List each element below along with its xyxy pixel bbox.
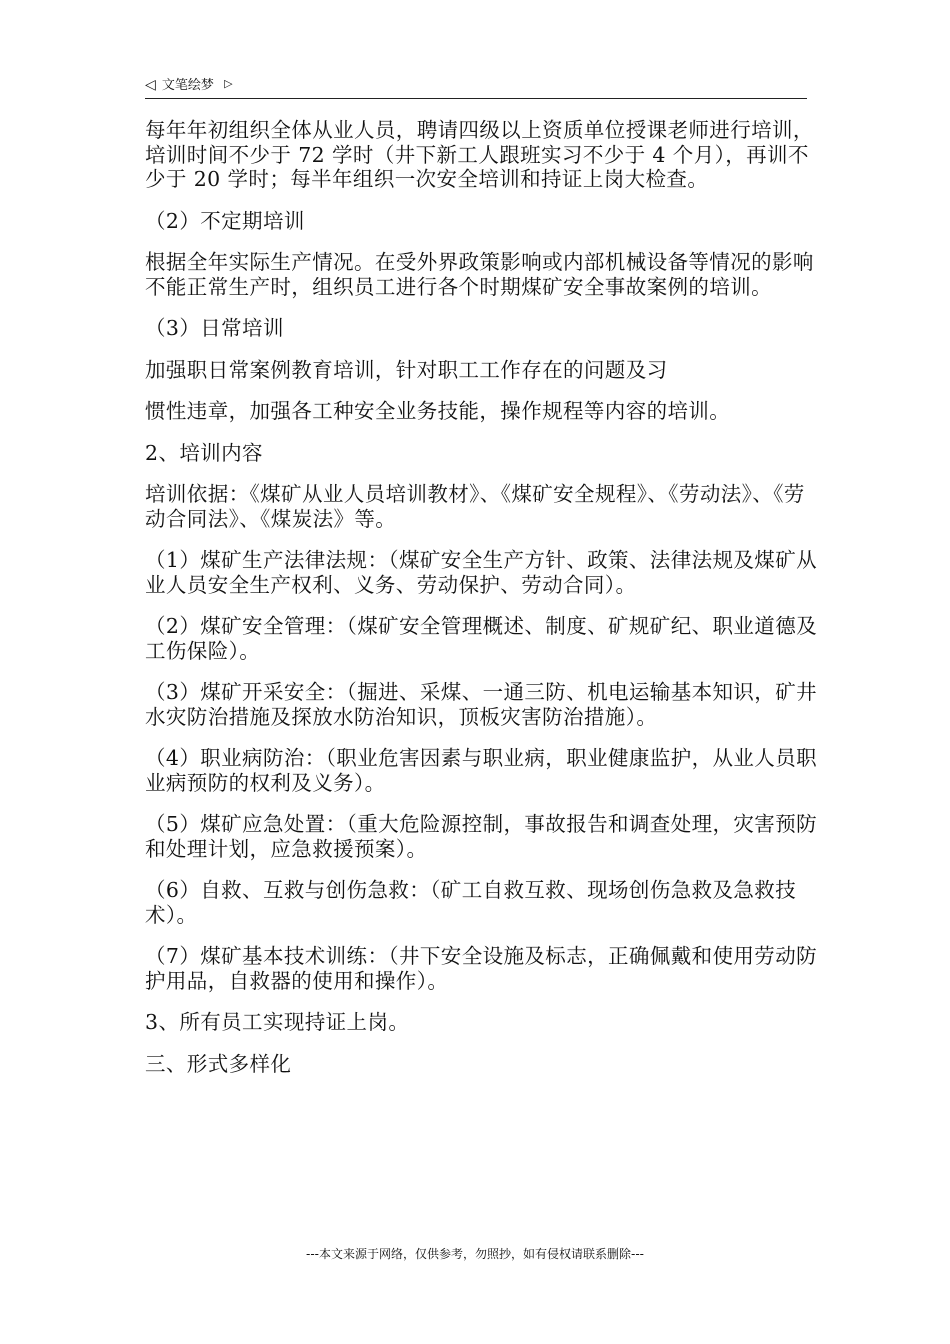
header-title: 文笔绘梦 bbox=[161, 78, 214, 93]
page-footer: ---本文来源于网络，仅供参考，勿照抄，如有侵权请联系删除--- bbox=[306, 1247, 644, 1261]
right-triangle-icon: ▷ bbox=[224, 77, 233, 90]
paragraph-irregular-training: 根据全年实际生产情况。在受外界政策影响或内部机械设备等情况的影响不能正常生产时，组织员工进行各个时期煤矿安全事故案例的培训。 bbox=[145, 250, 814, 299]
item-occupational-disease: （4）职业病防治：（职业危害因素与职业病，职业健康监护，从业人员职业病预防的权利及义务）。 bbox=[145, 746, 817, 795]
heading-daily-training: （3）日常培训 bbox=[145, 316, 284, 340]
paragraph-daily-training-2: 惯性违章，加强各工种安全业务技能，操作规程等内容的培训。 bbox=[145, 399, 731, 423]
item-emergency-response: （5）煤矿应急处置：（重大危险源控制，事故报告和调查处理，灾害预防和处理计划，应急救援预案）。 bbox=[145, 812, 817, 861]
left-triangle-icon: ◁ bbox=[145, 77, 156, 93]
item-first-aid: （6）自救、互救与创伤急救：（矿工自救互救、现场创伤急救及急救技术）。 bbox=[145, 878, 797, 927]
page-header bbox=[145, 74, 807, 99]
item-safety-management: （2）煤矿安全管理：（煤矿安全管理概述、制度、矿规矿纪、职业道德及工伤保险）。 bbox=[145, 614, 817, 663]
item-laws-regulations: （1）煤矿生产法律法规：（煤矿安全生产方针、政策、法律法规及煤矿从业人员安全生产权利、义务、劳动保护、劳动合同）。 bbox=[145, 548, 817, 597]
heading-diversified-forms: 三、形式多样化 bbox=[145, 1051, 292, 1076]
document-body bbox=[145, 118, 820, 1093]
heading-certification: 3、所有员工实现持证上岗。 bbox=[145, 1010, 410, 1034]
item-basic-technical-training: （7）煤矿基本技术训练：（井下安全设施及标志，正确佩戴和使用劳动防护用品，自救器的使用和操作）。 bbox=[145, 944, 817, 993]
paragraph-daily-training-1: 加强职日常案例教育培训，针对职工工作存在的问题及习 bbox=[145, 357, 668, 382]
paragraph-training-basis: 培训依据：《煤矿从业人员培训教材》、《煤矿安全规程》、《劳动法》、《劳动合同法》、《煤炭法》等。 bbox=[145, 482, 805, 531]
heading-training-content: 2、培训内容 bbox=[145, 440, 263, 465]
item-mining-safety: （3）煤矿开采安全：（掘进、采煤、一通三防、机电运输基本知识，矿井水灾防治措施及探放水防治知识，顶板灾害防治措施）。 bbox=[145, 680, 817, 729]
paragraph-training-schedule: 每年年初组织全体从业人员，聘请四级以上资质单位授课老师进行培训，培训时间不少于 72 学时（井下新工人跟班实习不少于 4 个月），再训不少于 20 学时；每半年组织一次安全培训和持证上岗大检查。 bbox=[145, 118, 814, 191]
heading-irregular-training: （2）不定期培训 bbox=[145, 208, 305, 233]
